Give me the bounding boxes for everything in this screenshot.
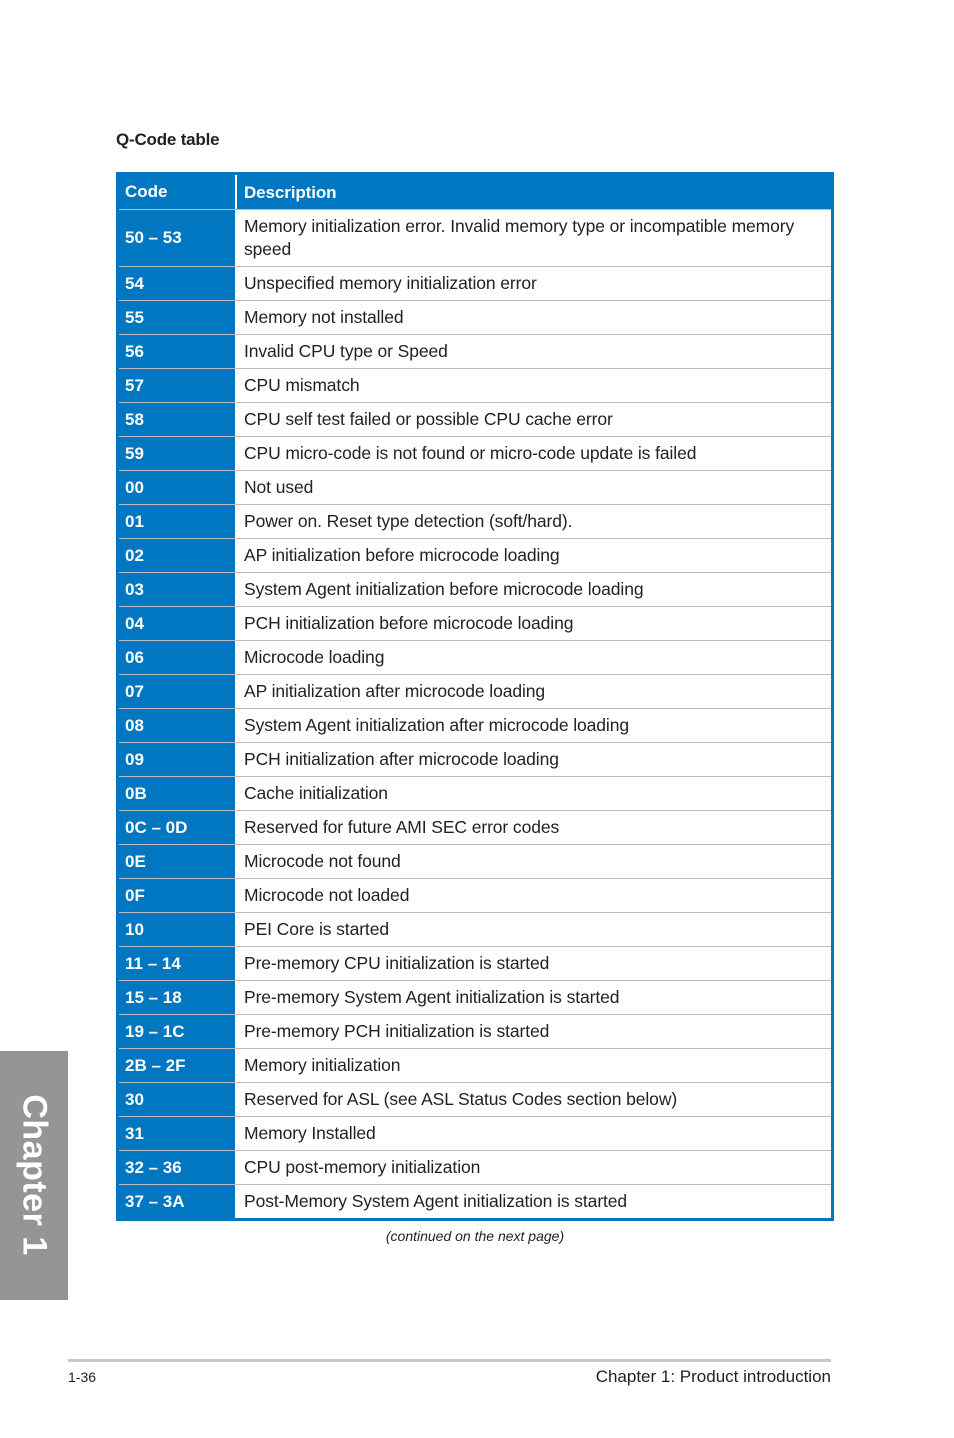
code-cell: 54 — [119, 267, 235, 300]
footer-chapter-title: Chapter 1: Product introduction — [595, 1367, 831, 1386]
table-row — [119, 266, 831, 300]
table-row — [119, 674, 831, 708]
table-row — [119, 708, 831, 742]
chapter-tab — [0, 1051, 68, 1300]
code-cell: 19 – 1C — [119, 1015, 235, 1048]
description-cell: AP initialization after microcode loading — [237, 675, 831, 708]
table-row — [119, 504, 831, 538]
table-row — [119, 742, 831, 776]
chapter-tab-label: Chapter 1 — [15, 1094, 54, 1256]
description-cell: Post-Memory System Agent initialization is started — [237, 1185, 831, 1218]
table-row — [119, 1048, 831, 1082]
code-cell: 30 — [119, 1083, 235, 1116]
header-description: Description — [235, 175, 831, 209]
page-number: 1-36 — [68, 1369, 97, 1385]
table-row — [119, 368, 831, 402]
table-row — [119, 1116, 831, 1150]
table-row — [119, 572, 831, 606]
description-cell: PCH initialization after microcode loading — [237, 743, 831, 776]
code-cell: 55 — [119, 301, 235, 334]
code-cell: 0B — [119, 777, 235, 810]
code-cell: 09 — [119, 743, 235, 776]
code-cell: 32 – 36 — [119, 1151, 235, 1184]
description-cell: Memory not installed — [237, 301, 831, 334]
table-row — [119, 810, 831, 844]
table-row — [119, 1184, 831, 1218]
description-cell: Pre-memory System Agent initialization is started — [237, 981, 831, 1014]
table-row — [119, 1150, 831, 1184]
table-row — [119, 844, 831, 878]
description-cell: System Agent initialization before microcode loading — [237, 573, 831, 606]
description-cell: AP initialization before microcode loading — [237, 539, 831, 572]
code-cell: 0E — [119, 845, 235, 878]
table-row — [119, 878, 831, 912]
table-row — [119, 776, 831, 810]
description-cell: Power on. Reset type detection (soft/hard). — [237, 505, 831, 538]
code-cell: 00 — [119, 471, 235, 504]
description-cell: Cache initialization — [237, 777, 831, 810]
code-cell: 58 — [119, 403, 235, 436]
table-row — [119, 640, 831, 674]
code-cell: 04 — [119, 607, 235, 640]
code-cell: 31 — [119, 1117, 235, 1150]
footer-divider — [68, 1359, 831, 1362]
table-row — [119, 1082, 831, 1116]
table-row — [119, 209, 831, 266]
description-cell: Microcode not loaded — [237, 879, 831, 912]
description-cell: System Agent initialization after microcode loading — [237, 709, 831, 742]
description-cell: CPU post-memory initialization — [237, 1151, 831, 1184]
continued-note: (continued on the next page) — [385, 1228, 565, 1244]
description-cell: Pre-memory PCH initialization is started — [237, 1015, 831, 1048]
table-row — [119, 538, 831, 572]
code-cell: 01 — [119, 505, 235, 538]
table-row — [119, 334, 831, 368]
code-cell: 0C – 0D — [119, 811, 235, 844]
description-cell: Reserved for future AMI SEC error codes — [237, 811, 831, 844]
code-cell: 57 — [119, 369, 235, 402]
description-cell: Microcode loading — [237, 641, 831, 674]
code-cell: 50 – 53 — [119, 210, 235, 266]
code-cell: 37 – 3A — [119, 1185, 235, 1218]
table-row — [119, 300, 831, 334]
description-cell: Not used — [237, 471, 831, 504]
description-cell: Reserved for ASL (see ASL Status Codes section below) — [237, 1083, 831, 1116]
table-row — [119, 436, 831, 470]
table-row — [119, 470, 831, 504]
header-code: Code — [119, 175, 235, 209]
table-row — [119, 912, 831, 946]
table-row — [119, 402, 831, 436]
description-cell: Microcode not found — [237, 845, 831, 878]
code-cell: 2B – 2F — [119, 1049, 235, 1082]
section-title: Q-Code table — [116, 130, 220, 149]
code-cell: 0F — [119, 879, 235, 912]
description-cell: Invalid CPU type or Speed — [237, 335, 831, 368]
code-cell: 15 – 18 — [119, 981, 235, 1014]
description-cell: CPU self test failed or possible CPU cache error — [237, 403, 831, 436]
description-cell: PCH initialization before microcode loading — [237, 607, 831, 640]
code-cell: 11 – 14 — [119, 947, 235, 980]
description-cell: CPU mismatch — [237, 369, 831, 402]
description-cell: Memory Installed — [237, 1117, 831, 1150]
code-cell: 03 — [119, 573, 235, 606]
code-cell: 07 — [119, 675, 235, 708]
description-cell: Memory initialization error. Invalid memory type or incompatible memory speed — [237, 210, 831, 266]
table-row — [119, 946, 831, 980]
description-cell: PEI Core is started — [237, 913, 831, 946]
code-cell: 06 — [119, 641, 235, 674]
code-cell: 08 — [119, 709, 235, 742]
description-cell: Pre-memory CPU initialization is started — [237, 947, 831, 980]
code-cell: 10 — [119, 913, 235, 946]
description-cell: CPU micro-code is not found or micro-code update is failed — [237, 437, 831, 470]
description-cell: Memory initialization — [237, 1049, 831, 1082]
table-row — [119, 1014, 831, 1048]
table-row — [119, 606, 831, 640]
code-cell: 56 — [119, 335, 235, 368]
code-cell: 02 — [119, 539, 235, 572]
description-cell: Unspecified memory initialization error — [237, 267, 831, 300]
table-row — [119, 980, 831, 1014]
code-cell: 59 — [119, 437, 235, 470]
table-header-row — [119, 175, 831, 209]
q-code-table — [116, 172, 834, 1221]
